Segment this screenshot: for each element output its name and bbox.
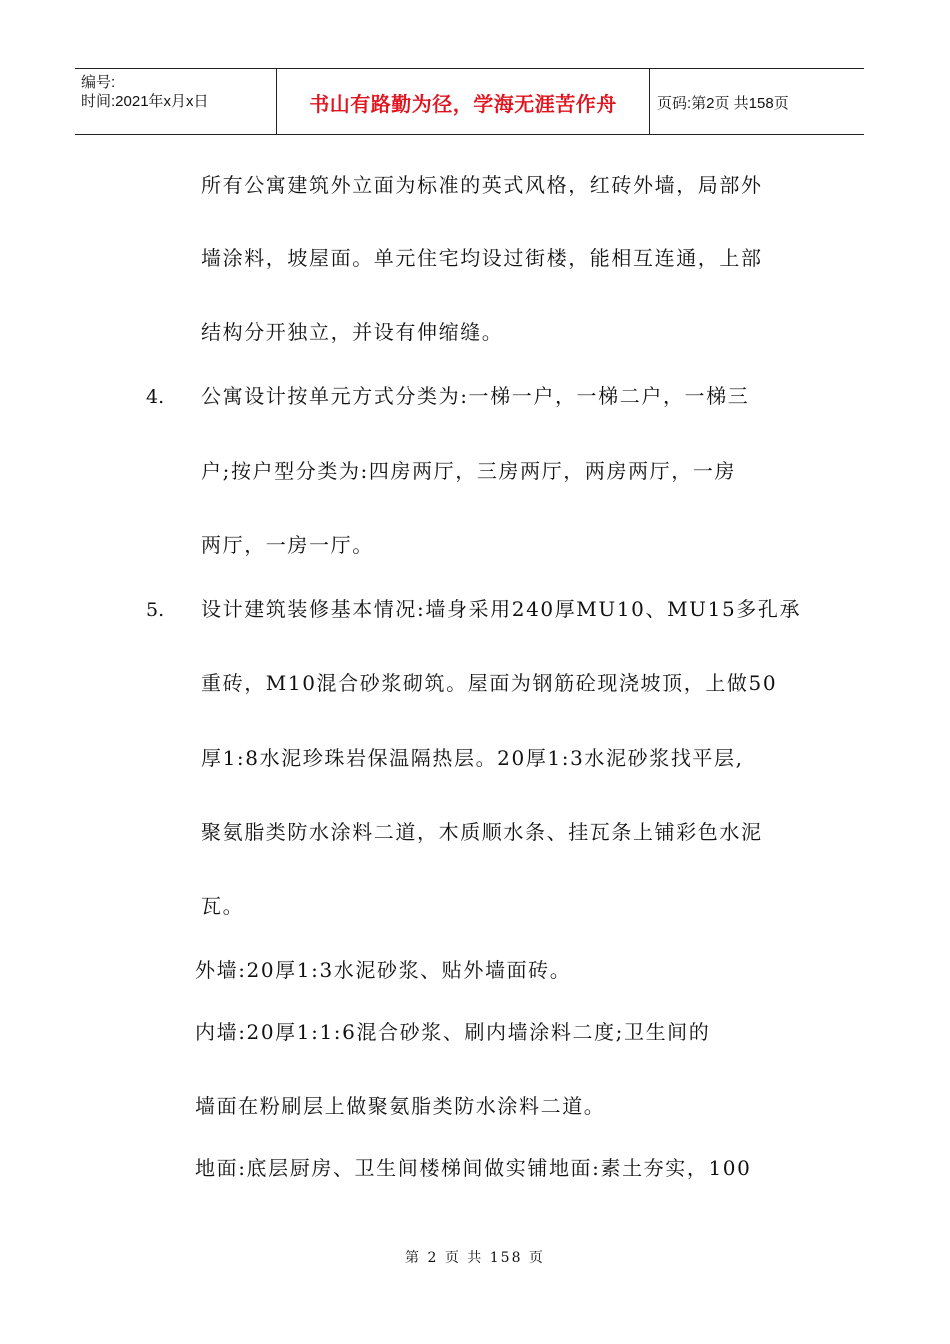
item4-line-1: 公寓设计按单元方式分类为:一梯一户，一梯二户，一梯三 <box>201 384 750 408</box>
outer-wall-line: 外墙:20厚1:3水泥砂浆、贴外墙面砖。 <box>195 958 572 982</box>
para1-line-1: 所有公寓建筑外立面为标准的英式风格，红砖外墙，局部外 <box>201 173 763 197</box>
para1-line-2: 墙涂料，坡屋面。单元住宅均设过街楼，能相互连通，上部 <box>201 246 763 270</box>
page-footer: 第 2 页 共 158 页 <box>405 1250 545 1266</box>
item5-line-3: 厚1:8水泥珍珠岩保温隔热层。20厚1:3水泥砂浆找平层, <box>201 746 744 770</box>
page-header <box>75 68 864 135</box>
header-meta <box>81 73 209 111</box>
header-divider-right <box>649 69 650 134</box>
item5-line-4: 聚氨脂类防水涂料二道，木质顺水条、挂瓦条上铺彩色水泥 <box>201 820 763 844</box>
item5-line-2: 重砖，M10混合砂浆砌筑。屋面为钢筋砼现浇坡顶，上做50 <box>201 671 778 695</box>
item5-line-5: 瓦。 <box>201 894 245 918</box>
header-date-label: 时间:2021年x月x日 <box>81 93 209 110</box>
inner-wall-line-2: 墙面在粉刷层上做聚氨脂类防水涂料二道。 <box>195 1094 606 1118</box>
item5-number: 5. <box>146 599 165 621</box>
para1-line-3: 结构分开独立，并设有伸缩缝。 <box>201 320 504 344</box>
item4-line-2: 户;按户型分类为:四房两厅，三房两厅，两房两厅，一房 <box>201 459 737 483</box>
item4-line-3: 两厅，一房一厅。 <box>201 533 374 557</box>
inner-wall-line-1: 内墙:20厚1:1:6混合砂浆、刷内墙涂料二度;卫生间的 <box>195 1020 711 1044</box>
item5-line-1: 设计建筑装修基本情况:墙身采用240厚MU10、MU15多孔承 <box>201 597 802 621</box>
floor-line: 地面:底层厨房、卫生间楼梯间做实铺地面:素土夯实，100 <box>195 1156 752 1180</box>
header-number-label: 编号: <box>81 74 116 91</box>
item4-number: 4. <box>146 386 165 408</box>
header-page-info: 页码:第2页 共158页 <box>657 94 789 112</box>
header-motto: 书山有路勤为径，学海无涯苦作舟 <box>309 91 617 116</box>
